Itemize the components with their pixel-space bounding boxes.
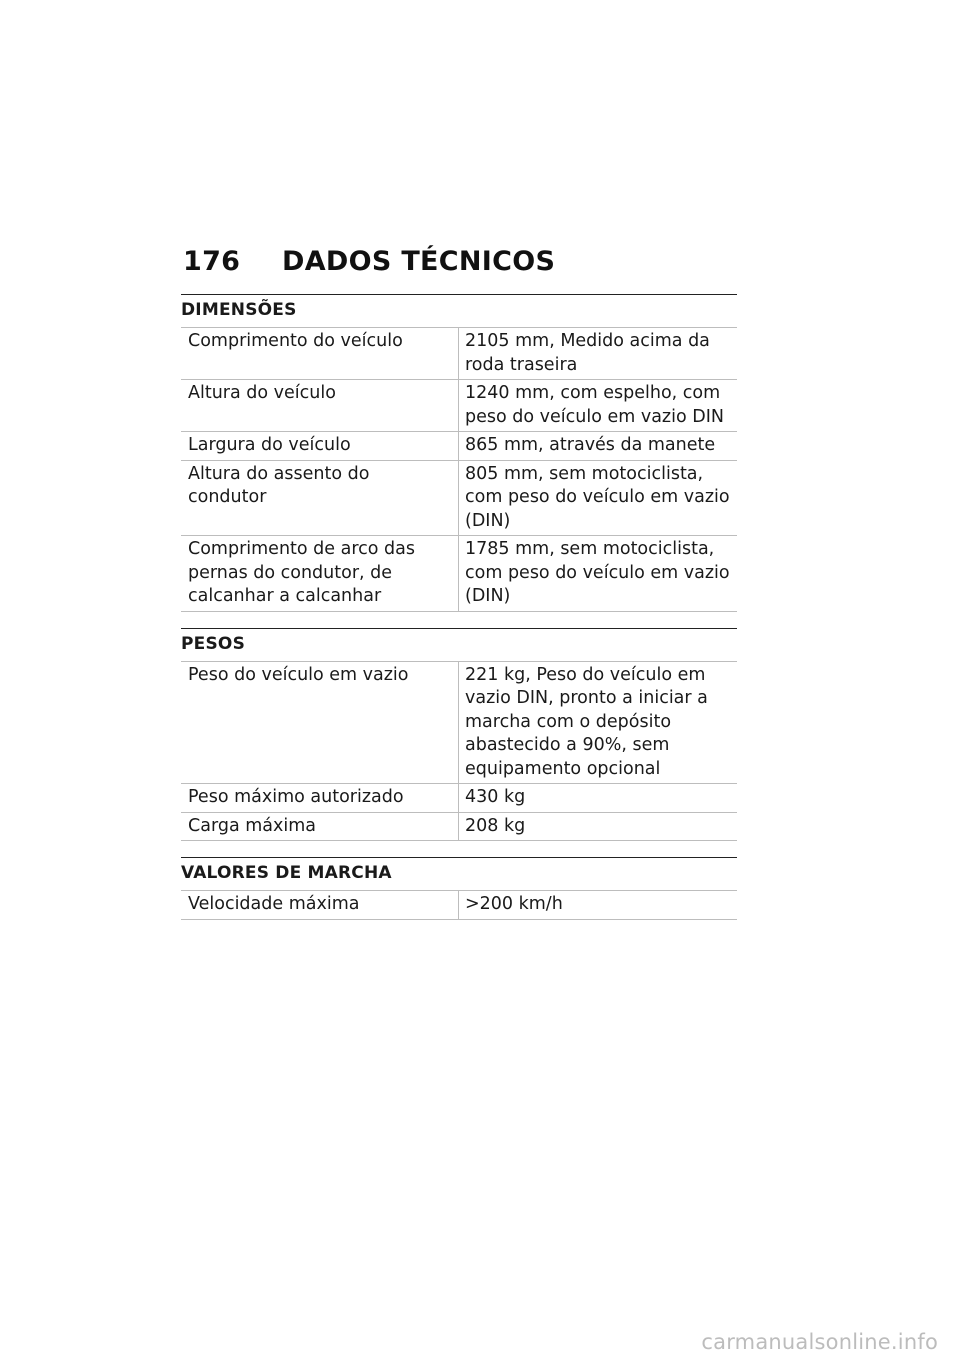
table-row <box>181 328 737 380</box>
spec-value: 865 mm, através da manete <box>459 432 738 461</box>
spec-label: Altura do veículo <box>181 380 459 432</box>
table-row <box>181 812 737 841</box>
spec-table <box>181 662 737 842</box>
spec-value: 805 mm, sem motociclista, com peso do veículo em vazio (DIN) <box>459 460 738 536</box>
spec-label: Peso máximo autorizado <box>181 784 459 813</box>
spec-label: Peso do veículo em vazio <box>181 662 459 784</box>
spec-value: 2105 mm, Medido acima da roda traseira <box>459 328 738 380</box>
table-row <box>181 380 737 432</box>
table-row <box>181 662 737 784</box>
spec-label: Velocidade máxima <box>181 891 459 919</box>
section-weights <box>181 628 737 842</box>
section-title: VALORES DE MARCHA <box>181 857 737 891</box>
spec-table <box>181 891 737 920</box>
spec-content <box>181 294 737 936</box>
page-number: 176 <box>183 246 241 277</box>
table-row <box>181 891 737 919</box>
spec-label: Comprimento de arco das pernas do condutor, de calcanhar a calcanhar <box>181 536 459 612</box>
spec-label: Largura do veículo <box>181 432 459 461</box>
section-dimensions <box>181 294 737 612</box>
spec-table <box>181 328 737 612</box>
page-title: DADOS TÉCNICOS <box>282 246 556 277</box>
spec-value: 208 kg <box>459 812 738 841</box>
watermark: carmanualsonline.info <box>701 1330 938 1354</box>
section-title: PESOS <box>181 628 737 662</box>
table-row <box>181 432 737 461</box>
section-title: DIMENSÕES <box>181 294 737 328</box>
spec-value: 1240 mm, com espelho, com peso do veículo em vazio DIN <box>459 380 738 432</box>
table-row <box>181 784 737 813</box>
page-header <box>183 246 555 277</box>
section-driving-values <box>181 857 737 920</box>
spec-label: Comprimento do veículo <box>181 328 459 380</box>
table-row <box>181 460 737 536</box>
table-row <box>181 536 737 612</box>
spec-value: 221 kg, Peso do veículo em vazio DIN, pronto a iniciar a marcha com o depósito abastecido a 90%, sem equipamento opcional <box>459 662 738 784</box>
spec-label: Carga máxima <box>181 812 459 841</box>
spec-value: >200 km/h <box>459 891 738 919</box>
spec-value: 1785 mm, sem motociclista, com peso do veículo em vazio (DIN) <box>459 536 738 612</box>
spec-label: Altura do assento do condutor <box>181 460 459 536</box>
spec-value: 430 kg <box>459 784 738 813</box>
